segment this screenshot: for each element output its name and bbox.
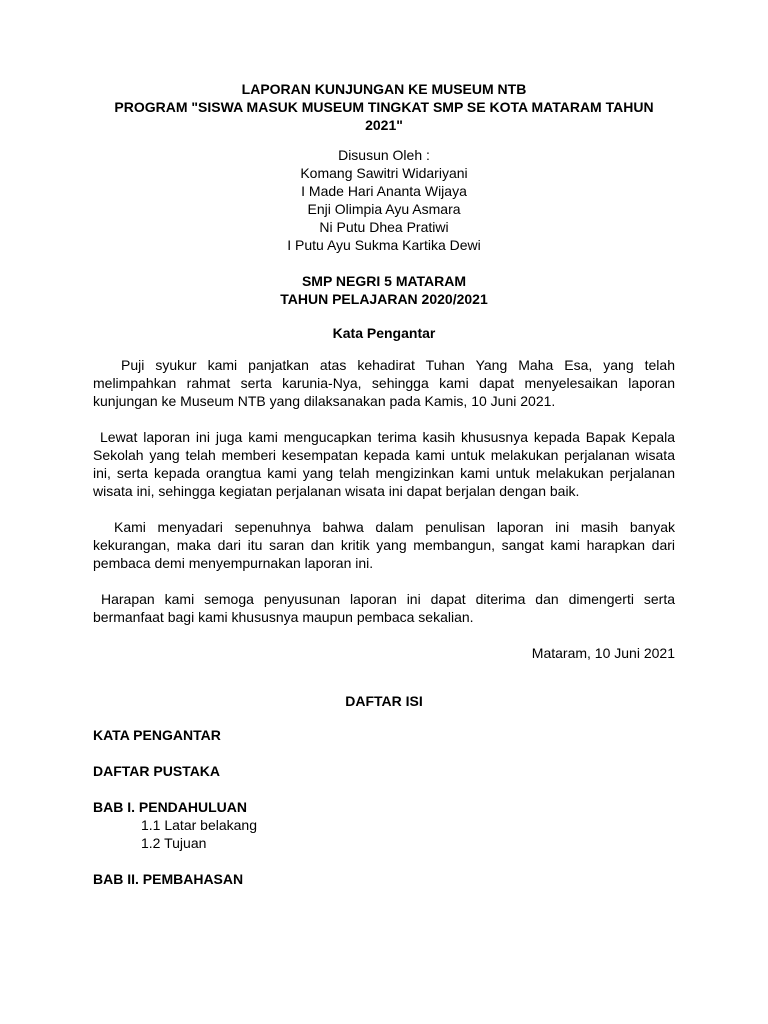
school-block (93, 272, 675, 308)
paragraph: Lewat laporan ini juga kami mengucapkan terima kasih khususnya kepada Bapak Kepala Sekolah yang telah memberi kesempatan kepada kami untuk melakukan perjalanan wisata ini, serta kepada orangtua kami yang telah mengizinkan kami untuk melakukan perjalanan wisata ini, sehingga kegiatan perjalanan wisata ini dapat berjalan dengan baik. (93, 429, 675, 499)
toc-group-bab1 (93, 798, 675, 852)
author-name: Ni Putu Dhea Pratiwi (319, 219, 449, 235)
author-name: I Made Hari Ananta Wijaya (301, 183, 467, 199)
report-title (93, 80, 675, 134)
school-name: SMP NEGRI 5 MATARAM (301, 273, 467, 289)
document-content (93, 80, 675, 906)
toc-item-kata-pengantar: KATA PENGANTAR (93, 727, 221, 743)
title-line-1: LAPORAN KUNJUNGAN KE MUSEUM NTB (241, 81, 527, 97)
toc-subitem: 1.1 Latar belakang (141, 817, 257, 833)
title-line-2: PROGRAM "SISWA MASUK MUSEUM TINGKAT SMP SE KOTA MATARAM TAHUN (114, 99, 654, 115)
signature-place-date: Mataram, 10 Juni 2021 (531, 645, 675, 661)
author-name: Komang Sawitri Widariyani (300, 165, 468, 181)
paragraph: Harapan kami semoga penyusunan laporan ini dapat diterima dan dimengerti serta bermanfaat bagi kami khususnya maupun pembaca sekalian. (93, 591, 675, 625)
daftar-isi-heading: DAFTAR ISI (345, 693, 423, 709)
school-year: TAHUN PELAJARAN 2020/2021 (280, 291, 488, 307)
title-line-3: 2021" (365, 117, 403, 133)
authors-block (93, 146, 675, 254)
kata-pengantar-heading: Kata Pengantar (332, 325, 436, 341)
paragraph: Kami menyadari sepenuhnya bahwa dalam penulisan laporan ini masih banyak kekurangan, maka dari itu saran dan kritik yang membangun, sangat kami harapkan dari pembaca demi menyempurnakan laporan ini. (93, 519, 675, 571)
author-name: Enji Olimpia Ayu Asmara (307, 201, 461, 217)
authors-label: Disusun Oleh : (338, 147, 430, 163)
toc-item-bab1: BAB I. PENDAHULUAN (93, 799, 247, 815)
author-name: I Putu Ayu Sukma Kartika Dewi (287, 237, 481, 253)
paragraph: Puji syukur kami panjatkan atas kehadirat Tuhan Yang Maha Esa, yang telah melimpahkan rahmat serta karunia-Nya, sehingga kami dapat menyelesaikan laporan kunjungan ke Museum NTB yang dilaksanakan pada Kamis, 10 Juni 2021. (93, 357, 675, 409)
toc-item-bab2: BAB II. PEMBAHASAN (93, 871, 244, 887)
toc-subitem: 1.2 Tujuan (141, 835, 207, 851)
toc-item-daftar-pustaka: DAFTAR PUSTAKA (93, 763, 221, 779)
